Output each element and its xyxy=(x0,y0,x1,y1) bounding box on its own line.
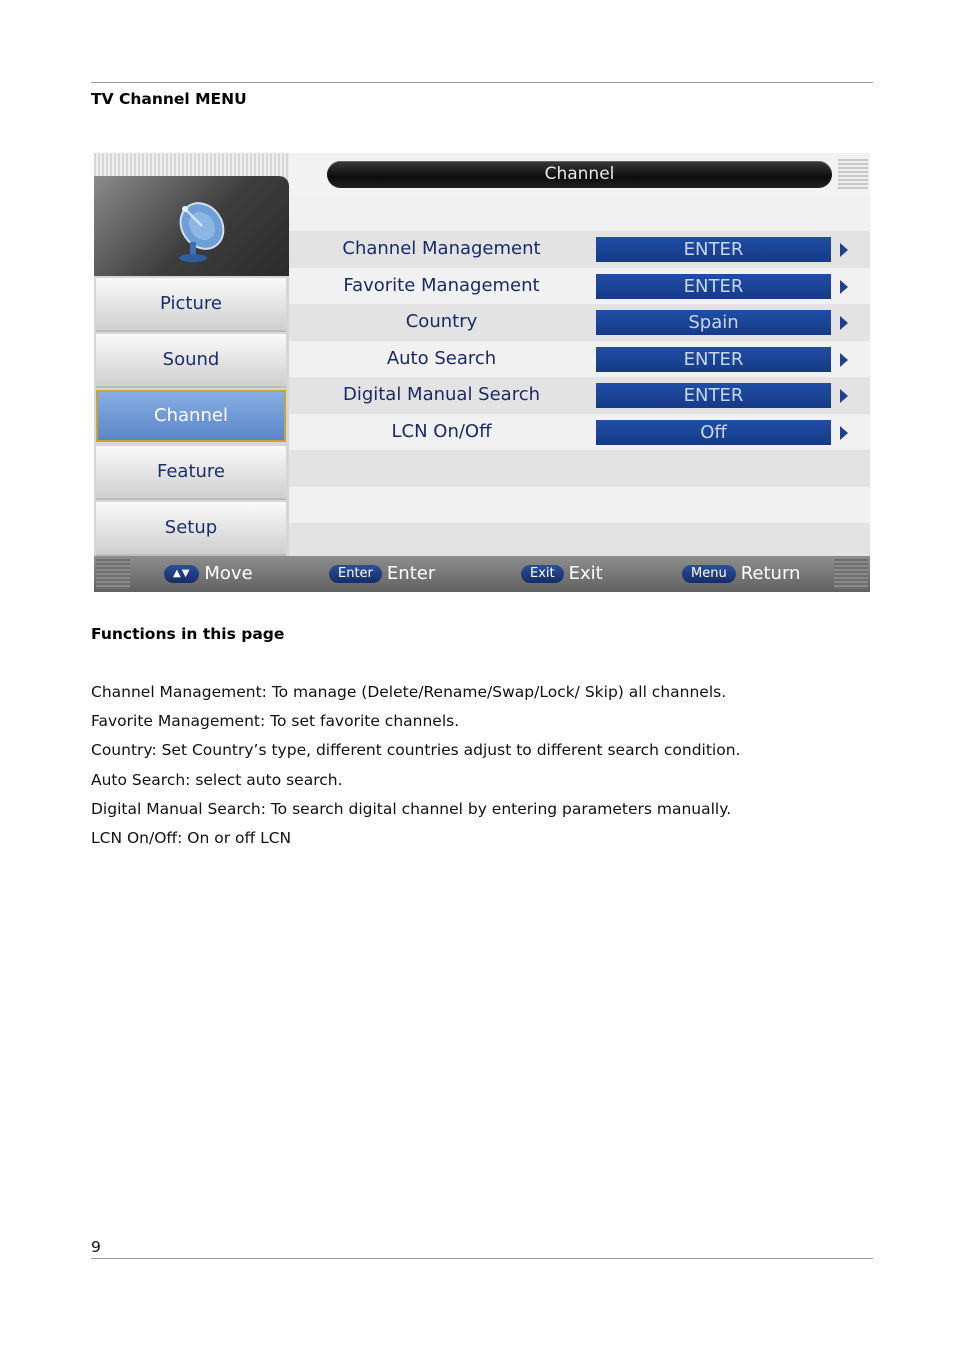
hint-label: Exit xyxy=(568,563,603,584)
arrow-right-icon xyxy=(840,426,848,440)
satellite-dish-icon xyxy=(164,196,234,266)
hint-move xyxy=(164,563,253,585)
hint-label: Enter xyxy=(386,563,436,584)
sidebar-item-sound[interactable]: Sound xyxy=(96,334,286,388)
menu-row-auto-search[interactable] xyxy=(289,341,870,378)
description-line: LCN On/Off: On or off LCN xyxy=(91,828,292,847)
menu-options xyxy=(289,197,870,556)
menu-row-favorite-management[interactable] xyxy=(289,268,870,305)
menu-empty-row xyxy=(289,450,870,487)
category-icon-panel xyxy=(94,176,289,276)
section-title: TV Channel MENU xyxy=(91,90,247,108)
row-label: Channel Management xyxy=(342,238,541,259)
tv-channel-menu-screenshot xyxy=(94,153,870,592)
sidebar-item-setup[interactable]: Setup xyxy=(96,502,286,556)
row-label: Digital Manual Search xyxy=(342,384,541,405)
header-texture xyxy=(838,159,868,189)
sidebar-item-picture[interactable]: Picture xyxy=(96,278,286,332)
menu-row-channel-management[interactable] xyxy=(289,231,870,268)
exit-key-icon: Exit xyxy=(521,565,564,583)
arrow-right-icon xyxy=(840,243,848,257)
hint-label: Return xyxy=(740,563,801,584)
top-rule xyxy=(91,82,873,83)
menu-key-icon: Menu xyxy=(682,565,736,583)
hint-return xyxy=(682,563,800,585)
footer-texture xyxy=(834,559,868,589)
row-value-button[interactable]: ENTER xyxy=(596,347,831,372)
description-line: Favorite Management: To set favorite channels. xyxy=(91,712,460,731)
hint-label: Move xyxy=(204,563,253,584)
menu-title-bar xyxy=(327,161,832,188)
menu-empty-row xyxy=(289,523,870,556)
page-number: 9 xyxy=(91,1238,101,1256)
description-line: Channel Management: To manage (Delete/Rename/Swap/Lock/ Skip) all channels. xyxy=(91,683,727,701)
menu-spacer-row xyxy=(289,197,870,234)
sidebar-item-channel[interactable]: Channel xyxy=(96,390,286,442)
menu-row-country[interactable] xyxy=(289,304,870,341)
menu-empty-row xyxy=(289,487,870,524)
arrow-right-icon xyxy=(840,389,848,403)
arrow-right-icon xyxy=(840,316,848,330)
function-descriptions xyxy=(91,682,740,857)
row-label: LCN On/Off xyxy=(391,420,492,442)
row-value-button[interactable]: ENTER xyxy=(596,383,831,408)
hint-enter xyxy=(329,563,435,585)
functions-heading: Functions in this page xyxy=(91,625,285,643)
enter-key-icon: Enter xyxy=(329,565,382,583)
category-sidebar xyxy=(94,276,289,556)
description-line: Digital Manual Search: To search digital channel by entering parameters manually. xyxy=(91,799,732,818)
row-value-button[interactable]: Spain xyxy=(596,310,831,335)
bottom-rule xyxy=(91,1258,873,1259)
row-value-button[interactable]: ENTER xyxy=(596,274,831,299)
menu-row-digital-manual-search[interactable] xyxy=(289,377,870,414)
row-label: Auto Search xyxy=(386,347,497,369)
menu-row-lcn-on-off[interactable] xyxy=(289,414,870,451)
description-line: Country: Set Country’s type, different countries adjust to different search condition. xyxy=(91,741,741,760)
row-label: Country xyxy=(405,311,478,332)
menu-title: Channel xyxy=(544,164,615,184)
hint-exit xyxy=(521,563,603,585)
row-value-button[interactable]: Off xyxy=(596,420,831,445)
row-value-button[interactable]: ENTER xyxy=(596,237,831,262)
arrow-right-icon xyxy=(840,353,848,367)
arrow-right-icon xyxy=(840,280,848,294)
row-label: Favorite Management xyxy=(343,274,540,296)
footer-texture xyxy=(96,559,130,589)
menu-footer-hints xyxy=(94,556,870,592)
sidebar-item-feature[interactable]: Feature xyxy=(96,446,286,500)
description-line: Auto Search: select auto search. xyxy=(91,770,343,789)
up-down-arrow-key-icon: ▲▼ xyxy=(164,565,199,583)
